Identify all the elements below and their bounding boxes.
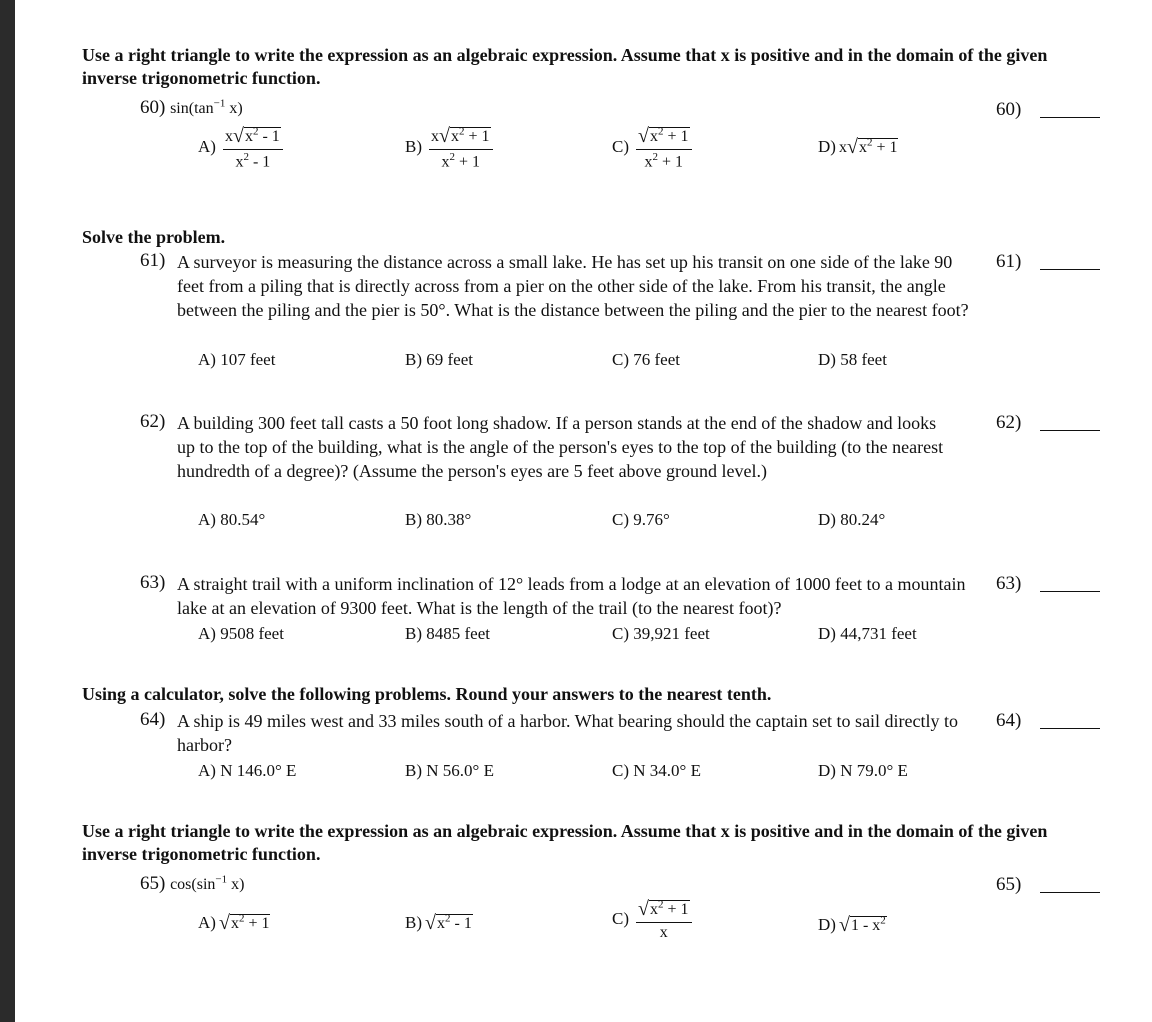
option-62-c[interactable]: C) 9.76° [612, 510, 670, 529]
fraction: $\frac{x√x^2 - 1}{x^2 - 1}$ [223, 125, 283, 171]
answer-line-65 [1040, 892, 1100, 893]
option-64-c[interactable]: C) N 34.0° E [612, 761, 701, 780]
answer-line-60 [1040, 117, 1100, 118]
option-61-d[interactable]: D) 58 feet [818, 350, 887, 369]
answer-label-64: 64) [996, 710, 1022, 731]
question-65-prompt [140, 873, 244, 895]
question-61-number: 61) [140, 250, 166, 271]
option-63-a[interactable]: A) 9508 feet [198, 624, 284, 643]
option-64-a[interactable]: A) N 146.0° E [198, 761, 297, 780]
option-60-b[interactable]: B) $\frac{x√x^2 + 1}{x^2 + 1}$ [405, 125, 493, 171]
fraction: $\frac{√x^2 + 1}{x^2 + 1}$ [636, 125, 692, 171]
option-65-b[interactable]: B) $√x^2 - 1$ [405, 912, 472, 934]
option-65-d[interactable]: D) $√1 - x^2$ [818, 914, 886, 936]
option-62-b[interactable]: B) 80.38° [405, 510, 472, 529]
option-63-d[interactable]: D) 44,731 feet [818, 624, 917, 643]
option-65-a[interactable]: A) $√x^2 + 1$ [198, 912, 270, 934]
answer-line-61 [1040, 269, 1100, 270]
answer-label-61: 61) [996, 251, 1022, 272]
question-60-number: 60) [140, 97, 166, 118]
option-61-c[interactable]: C) 76 feet [612, 350, 680, 369]
option-65-c[interactable]: C) $\frac{√x^2 + 1}{x}$ [612, 898, 692, 942]
option-60-a[interactable]: A) $\frac{x√x^2 - 1}{x^2 - 1}$ [198, 125, 283, 171]
question-62-number: 62) [140, 411, 166, 432]
question-60-prompt [140, 97, 243, 119]
instruction-algebraic-2: Use a right triangle to write the expression as an algebraic expression. Assume that x is positive and in the domain of the given inverse trigonometric function. [82, 821, 1048, 864]
question-65-expression: $\cos(\sin^{-1}$ x) [170, 873, 245, 893]
option-64-d[interactable]: D) N 79.0° E [818, 761, 908, 780]
fraction: $\frac{√x^2 + 1}{x}$ [636, 898, 692, 942]
option-60-c[interactable]: C) $\frac{√x^2 + 1}{x^2 + 1}$ [612, 125, 692, 171]
option-62-a[interactable]: A) 80.54° [198, 510, 266, 529]
option-63-c[interactable]: C) 39,921 feet [612, 624, 710, 643]
question-65-number: 65) [140, 873, 166, 894]
answer-label-65: 65) [996, 874, 1022, 895]
fraction: $\frac{x√x^2 + 1}{x^2 + 1}$ [429, 125, 493, 171]
answer-line-63 [1040, 591, 1100, 592]
answer-label-63: 63) [996, 573, 1022, 594]
question-61-text: A surveyor is measuring the distance across a small lake. He has set up his transit on one side of the lake 90 feet from a piling that is directly across from a pier on the other side of the lake. From his transit, the angle between the piling and the pier is 50°. What is the distance between the piling and the pier to the nearest foot? [177, 252, 969, 320]
option-63-b[interactable]: B) 8485 feet [405, 624, 490, 643]
question-63-number: 63) [140, 572, 166, 593]
instruction-calculator: Using a calculator, solve the following problems. Round your answers to the nearest tenth. [82, 684, 772, 704]
answer-label-60: 60) [996, 99, 1022, 120]
instruction-algebraic-1: Use a right triangle to write the expression as an algebraic expression. Assume that x is positive and in the domain of the given inverse trigonometric function. [82, 45, 1048, 88]
answer-line-64 [1040, 728, 1100, 729]
option-62-d[interactable]: D) 80.24° [818, 510, 886, 529]
option-60-d[interactable]: D) $x√x^2 + 1$ [818, 136, 898, 158]
question-64-number: 64) [140, 709, 166, 730]
option-61-b[interactable]: B) 69 feet [405, 350, 473, 369]
answer-label-62: 62) [996, 412, 1022, 433]
question-62-text: A building 300 feet tall casts a 50 foot long shadow. If a person stands at the end of the shadow and looks up to the top of the building, what is the angle of the person's eyes to the top of the building (to the nearest hundredth of a degree)? (Assume the person's eyes are 5 feet above ground level.) [177, 413, 944, 481]
question-64-text: A ship is 49 miles west and 33 miles south of a harbor. What bearing should the captain set to sail directly to harbor? [177, 711, 959, 755]
answer-line-62 [1040, 430, 1100, 431]
question-63-text: A straight trail with a uniform inclination of 12° leads from a lodge at an elevation of 1000 feet to a mountain lake at an elevation of 9300 feet. What is the length of the trail (to the nearest foot)? [177, 574, 966, 618]
left-window-edge [0, 0, 15, 1022]
option-64-b[interactable]: B) N 56.0° E [405, 761, 494, 780]
option-61-a[interactable]: A) 107 feet [198, 350, 276, 369]
instruction-solve: Solve the problem. [82, 227, 226, 247]
question-60-expression: $\sin(\tan^{-1}$ x) [170, 97, 243, 117]
